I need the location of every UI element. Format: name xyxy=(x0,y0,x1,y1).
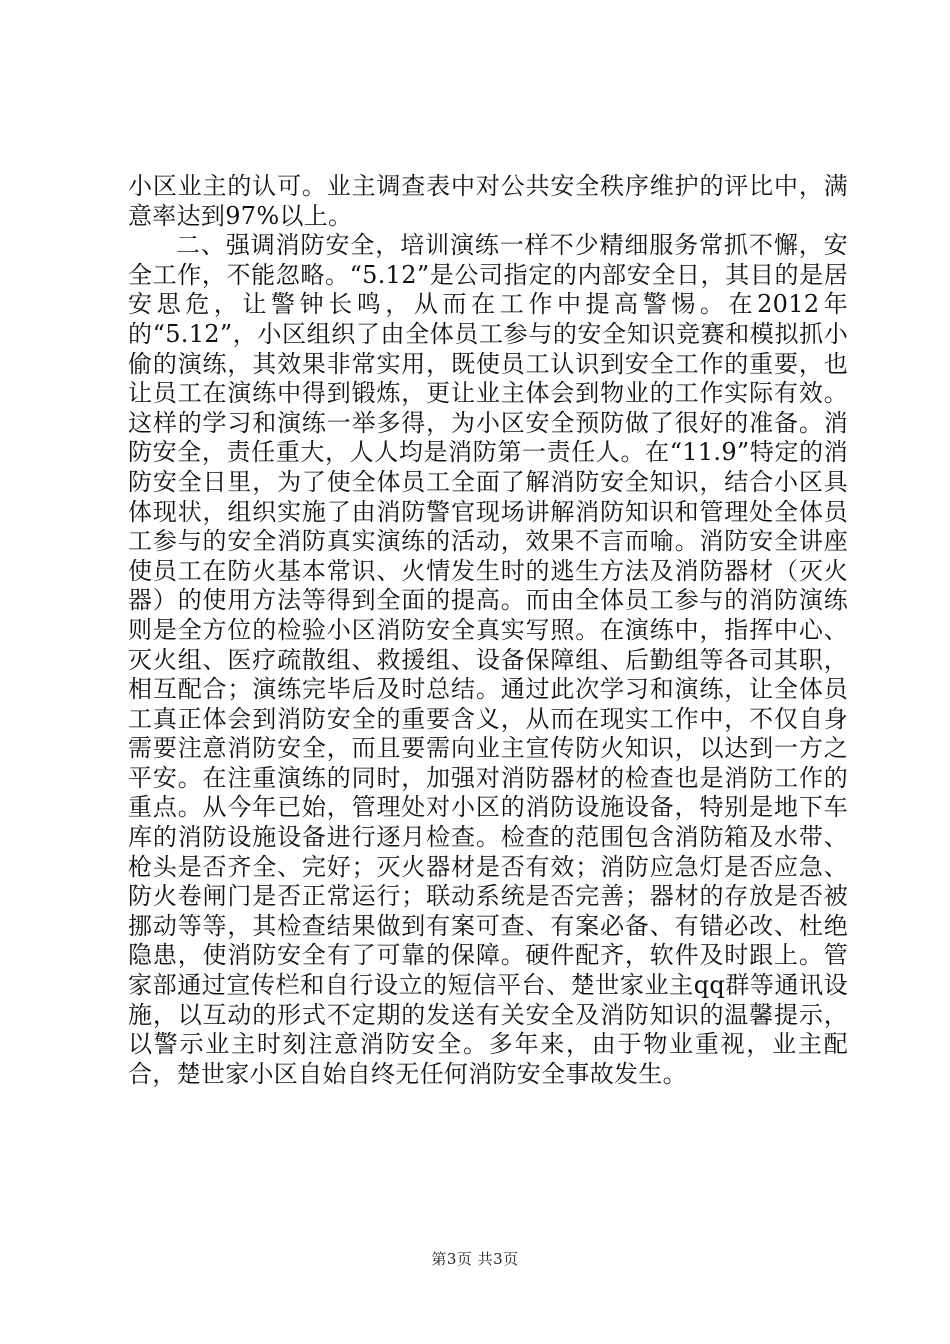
paragraph-fire-safety: 二、强调消防安全，培训演练一样不少精细服务常抓不懈，安全工作，不能忽略。“5.12”是公司指定的内部安全日，其目的是居安思危，让警钟长鸣，从而在工作中提高警惕。在2012年的“5.12”，小区组织了由全体员工参与的安全知识竞赛和模拟抓小偷的演练，其效果非常实用，既使员工认识到安全工作的重要，也让员工在演练中得到锻炼，更让业主体会到物业的工作实际有效。这样的学习和演练一举多得，为小区安全预防做了很好的准备。消防安全，责任重大，人人均是消防第一责任人。在“11.9”特定的消防安全日里，为了使全体员工全面了解消防安全知识，结合小区具体现状，组织实施了由消防警官现场讲解消防知识和管理处全体员工参与的安全消防真实演练的活动，效果不言而喻。消防安全讲座使员工在防火基本常识、火情发生时的逃生方法及消防器材（灭火器）的使用方法等得到全面的提高。而由全体员工参与的消防演练则是全方位的检验小区消防安全真实写照。在演练中，指挥中心、灭火组、医疗疏散组、救援组、设备保障组、后勤组等各司其职，相互配合；演练完毕后及时总结。通过此次学习和演练，让全体员工真正体会到消防安全的重要含义，从而在现实工作中，不仅自身需要注意消防安全，而且要需向业主宣传防火知识，以达到一方之平安。在注重演练的同时，加强对消防器材的检查也是消防工作的重点。从今年已始，管理处对小区的消防设施设备，特别是地下车库的消防设施设备进行逐月检查。检查的范围包含消防箱及水带、枪头是否齐全、完好；灭火器材是否有效；消防应急灯是否应急、防火卷闸门是否正常运行；联动系统是否完善；器材的存放是否被挪动等等，其检查结果做到有案可查、有案必备、有错必改、杜绝隐患，使消防安全有了可靠的保障。硬件配齐，软件及时跟上。管家部通过宣传栏和自行设立的短信平台、楚世家业主qq群等通讯设施，以互动的形式不定期的发送有关安全及消防知识的温馨提示，以警示业主时刻注意消防安全。多年来，由于物业重视，业主配合，楚世家小区自始自终无任何消防安全事故发生。 xyxy=(128,231,848,1088)
document-body xyxy=(128,172,848,1089)
page-footer: 第3页 共3页 xyxy=(431,1250,519,1268)
paragraph-continuation: 小区业主的认可。业主调查表中对公共安全秩序维护的评比中，满意率达到97%以上。 xyxy=(128,172,848,230)
